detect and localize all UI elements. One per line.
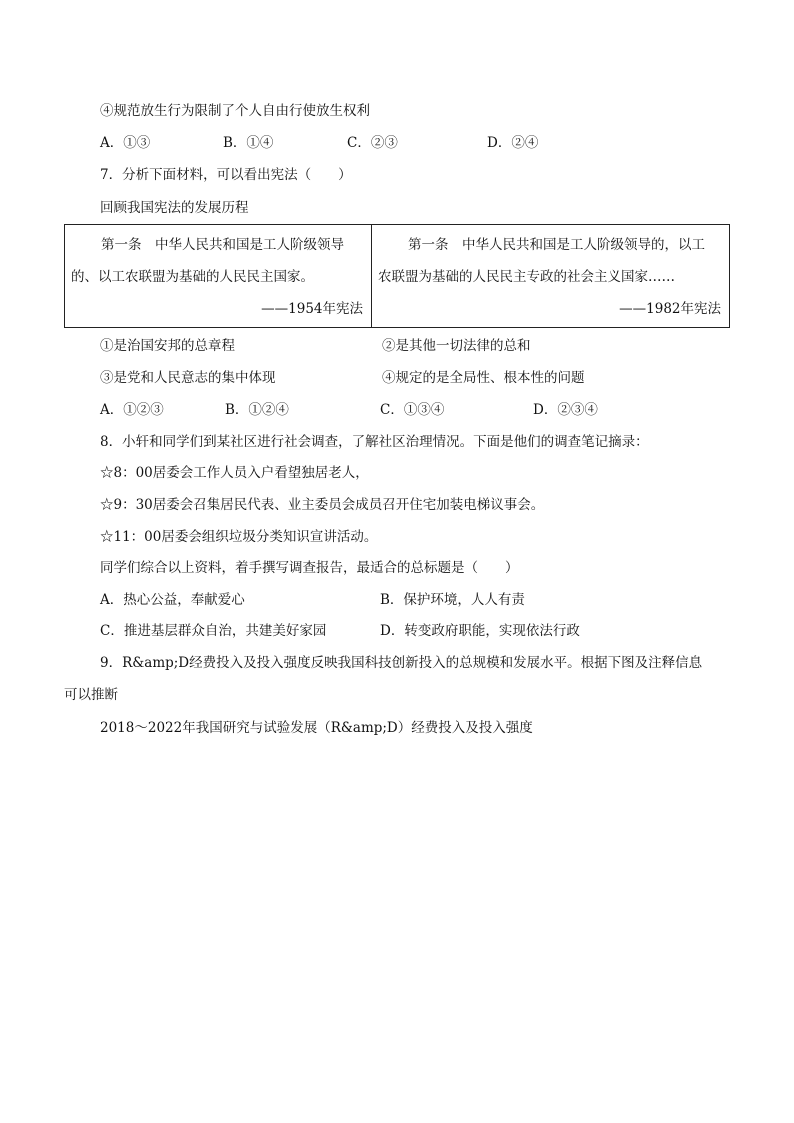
q6-option-d[interactable]: D．②④	[487, 135, 539, 151]
q6-option-a[interactable]: A．①③	[100, 135, 151, 151]
q7-option-b[interactable]: B．①②④	[225, 402, 289, 418]
q8-note-3: ☆11：00居委会组织垃圾分类知识宣讲活动。	[100, 529, 378, 545]
q7-stem: 7．分析下面材料，可以看出宪法（ ）	[100, 167, 352, 183]
constitution-1954-source: ——1954年宪法	[261, 301, 363, 317]
q7-item-3: ③是党和人民意志的集中体现	[100, 370, 276, 386]
q8-note-2: ☆9：30居委会召集居民代表、业主委员会成员召开住宅加装电梯议事会。	[100, 497, 545, 513]
constitution-1982-cell	[372, 225, 730, 328]
q8-option-a[interactable]: A．热心公益，奉献爱心	[100, 592, 245, 608]
q9-stem-line-2: 可以推断	[64, 687, 118, 703]
q8-stem: 8．小轩和同学们到某社区进行社会调查，了解社区治理情况。下面是他们的调查笔记摘录：	[100, 434, 649, 450]
q8-question: 同学们综合以上资料，着手撰写调查报告，最适合的总标题是（ ）	[100, 560, 519, 576]
constitution-1982-line-1: 第一条 中华人民共和国是工人阶级领导的，以工	[408, 237, 705, 253]
constitution-1982-line-2: 农联盟为基础的人民民主专政的社会主义国家……	[378, 269, 675, 285]
constitution-1982-source: ——1982年宪法	[619, 301, 721, 317]
constitution-1954-line-1: 第一条 中华人民共和国是工人阶级领导	[101, 237, 344, 253]
constitution-1954-line-2: 的、以工农联盟为基础的人民民主国家。	[71, 269, 314, 285]
q6-option-c[interactable]: C．②③	[347, 135, 398, 151]
q8-note-1: ☆8：00居委会工作人员入户看望独居老人，	[100, 465, 369, 481]
constitution-comparison-table	[64, 224, 730, 328]
q6-option-b[interactable]: B．①④	[223, 135, 274, 151]
q8-option-b[interactable]: B．保护环境，人人有责	[380, 592, 525, 608]
q7-option-c[interactable]: C．①③④	[380, 402, 445, 418]
q9-stem-line-1: 9．R&amp;D经费投入及投入强度反映我国科技创新投入的总规模和发展水平。根据下图及注释信息	[100, 655, 703, 671]
q9-chart-title: 2018～2022年我国研究与试验发展（R&amp;D）经费投入及投入强度	[100, 720, 533, 736]
q8-option-c[interactable]: C．推进基层群众自治，共建美好家园	[100, 623, 327, 639]
q7-item-2: ②是其他一切法律的总和	[382, 338, 531, 354]
q7-option-d[interactable]: D．②③④	[533, 402, 598, 418]
q7-material-title: 回顾我国宪法的发展历程	[100, 200, 249, 216]
q6-item-4: ④规范放生行为限制了个人自由行使放生权利	[100, 103, 370, 119]
q7-option-a[interactable]: A．①②③	[100, 402, 164, 418]
q8-option-d[interactable]: D．转变政府职能，实现依法行政	[380, 623, 580, 639]
q7-item-1: ①是治国安邦的总章程	[100, 338, 235, 354]
constitution-1954-cell	[65, 225, 372, 328]
q7-item-4: ④规定的是全局性、根本性的问题	[382, 370, 585, 386]
